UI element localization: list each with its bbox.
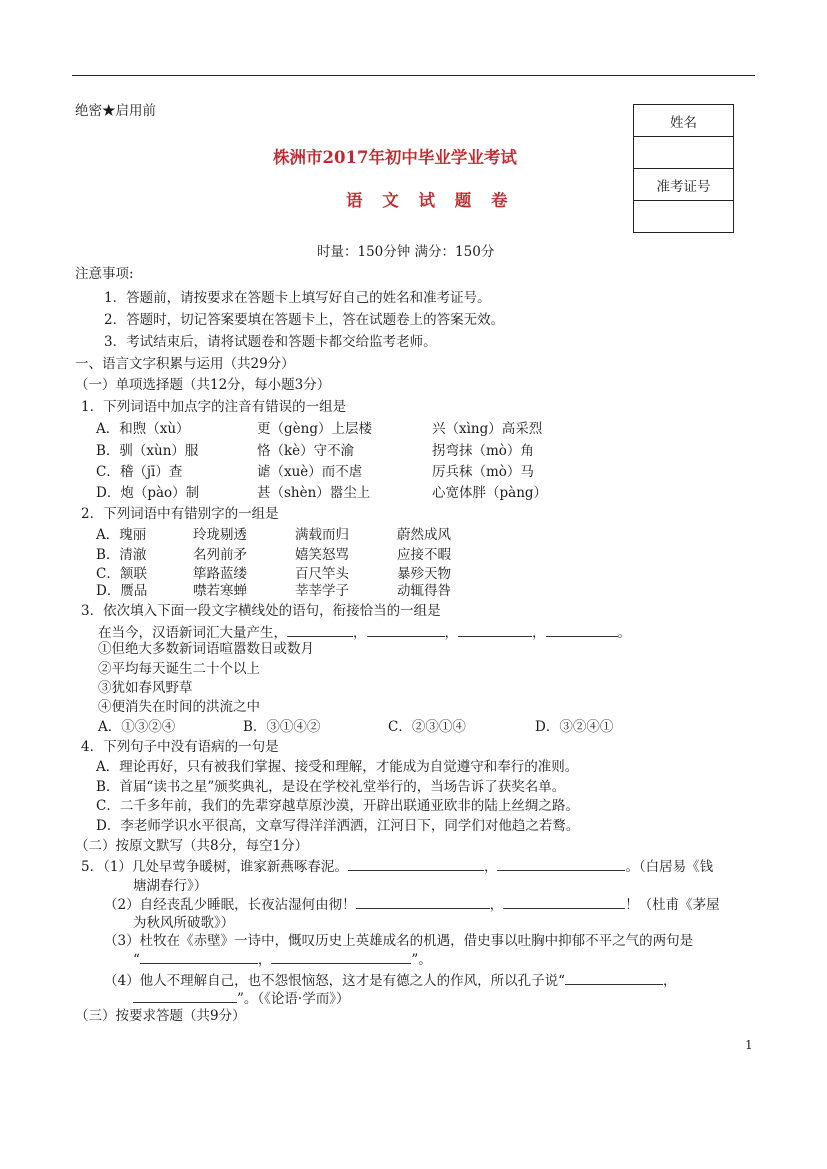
q2-option: 玲珑剔透: [193, 527, 247, 543]
question-stem: 3．依次填入下面一段文字横线处的语句，衔接恰当的一组是: [81, 603, 441, 619]
part-heading: （二）按原文默写（共8分，每空1分）: [75, 838, 309, 854]
punct: ，: [257, 952, 272, 968]
answer-blank[interactable]: [271, 949, 411, 964]
q2-option: 百尺竿头: [295, 566, 349, 582]
q3-sentence: ④便消失在时间的洪流之中: [98, 699, 260, 715]
question-stem: 4．下列句子中没有语病的一句是: [81, 739, 279, 755]
q5-line3: （3）杜牧在《赤壁》一诗中，慨叹历史上英雄成名的机遇，借史事以吐胸中抑郁不平之气的两句是: [104, 933, 694, 949]
q5-text: ”。（《论语·学而》）: [237, 991, 350, 1007]
q5-line1: [81, 856, 713, 877]
page-title: 株洲市2017年初中毕业学业考试: [273, 148, 517, 167]
answer-blank[interactable]: [356, 894, 490, 909]
punct: 。: [617, 625, 631, 641]
q3-sentence: ①但绝大多数新词语喧嚣数日或数月: [98, 641, 314, 657]
punct: ，: [532, 625, 546, 641]
answer-blank[interactable]: [367, 622, 445, 637]
q4-option: A．理论再好，只有被我们掌握、接受和理解，才能成为自觉遵守和奉行的准则。: [96, 759, 579, 775]
part-heading: （三）按要求答题（共9分）: [75, 1008, 246, 1024]
q1-option: 甚（shèn）嚣尘上: [257, 485, 371, 501]
punct: ，: [663, 973, 677, 989]
notice-item: 1．答题前，请按要求在答题卡上填写好自己的姓名和准考证号。: [104, 290, 491, 306]
answer-blank[interactable]: [348, 856, 484, 871]
secret-label: 绝密★启用前: [75, 103, 156, 119]
section-heading: 一、语言文字积累与运用（共29分）: [75, 356, 295, 372]
q1-option: 厉兵秣（mò）马: [432, 464, 534, 480]
answer-blank[interactable]: [497, 856, 625, 871]
notice-heading: 注意事项:: [75, 266, 134, 282]
q2-option: B．清澈: [96, 547, 147, 563]
answer-blank[interactable]: [565, 970, 663, 985]
q2-option: 动辄得咎: [397, 583, 451, 599]
q3-answer: A．①③②④: [98, 719, 176, 735]
q1-option: 谑（xuè）而不虐: [257, 464, 363, 480]
exam-id-label: 准考证号: [634, 169, 734, 201]
q1-option: C．稽（jī）查: [96, 464, 183, 480]
q3-passage-start: 在当今，汉语新词汇大量产生，: [98, 625, 287, 641]
q5-text: 5．（1）几处早莺争暖树，谁家新燕啄春泥。: [81, 859, 348, 875]
q2-option: 莘莘学子: [295, 583, 349, 599]
punct: ，: [444, 625, 458, 641]
answer-blank[interactable]: [133, 988, 237, 1003]
exam-id-field[interactable]: [634, 201, 734, 233]
q1-option: A．和煦（xù）: [96, 421, 190, 437]
q5-line1-cont: 塘湖春行》）: [133, 878, 208, 894]
question-stem: 1．下列词语中加点字的注音有错误的一组是: [81, 399, 347, 415]
answer-blank[interactable]: [140, 949, 258, 964]
top-rule: [72, 75, 755, 76]
answer-blank[interactable]: [546, 622, 618, 637]
info-box: [633, 104, 734, 233]
name-label: 姓名: [634, 105, 734, 137]
question-stem: 2．下列词语中有错别字的一组是: [81, 506, 279, 522]
punct: ，: [483, 859, 498, 875]
q2-option: A．瑰丽: [96, 527, 147, 543]
notice-item: 3．考试结束后，请将试题卷和答题卡都交给监考老师。: [104, 334, 437, 350]
q2-option: 嬉笑怒骂: [295, 547, 349, 563]
q5-line2: [104, 894, 720, 915]
q5-line3-cont: [133, 949, 432, 970]
q5-text: （4）他人不理解自己，也不怨恨恼怒，这才是有德之人的作风，所以孔子说“: [104, 973, 565, 989]
q3-answer: D．③②④①: [535, 719, 614, 735]
q2-option: 名列前矛: [193, 547, 247, 563]
q2-option: 蔚然成风: [397, 527, 451, 543]
q1-option: 兴（xìng）高采烈: [432, 421, 543, 437]
q1-option: 心宽体胖（pàng）: [432, 485, 548, 501]
q3-answer: B．③①④②: [243, 719, 321, 735]
q2-option: 筚路蓝缕: [193, 566, 247, 582]
notice-item: 2．答题时，切记答案要填在答题卡上，答在试题卷上的答案无效。: [104, 312, 505, 328]
q1-option: B．驯（xùn）服: [96, 443, 199, 459]
time-info: 时量：150分钟 满分：150分: [317, 244, 495, 260]
q1-option: 更（gèng）上层楼: [257, 421, 372, 437]
q5-line2-cont: 为秋风所破歌》）: [133, 915, 235, 931]
q3-sentence: ②平均每天诞生二十个以上: [98, 661, 260, 677]
name-field[interactable]: [634, 137, 734, 169]
q4-option: C．二千多年前，我们的先辈穿越草原沙漠，开辟出联通亚欧非的陆上丝绸之路。: [96, 798, 579, 814]
q2-option: C．颔联: [96, 566, 147, 582]
q3-answer: C．②③①④: [388, 719, 466, 735]
q4-option: D．李老师学识水平很高，文章写得洋洋洒洒，江河日下，同学们对他趋之若鹜。: [96, 818, 580, 834]
answer-blank[interactable]: [458, 622, 532, 637]
q1-option: 恪（kè）守不渝: [257, 443, 355, 459]
answer-blank[interactable]: [503, 894, 625, 909]
q5-text: ！（杜甫《茅屋: [625, 897, 720, 913]
q1-option: 拐弯抹（mò）角: [432, 443, 534, 459]
page-number: 1: [745, 1038, 753, 1052]
q5-text: （2）自经丧乱少睡眠，长夜沾湿何由彻！: [104, 897, 356, 913]
q2-option: 暴殄天物: [397, 566, 451, 582]
q2-option: 应接不暇: [397, 547, 451, 563]
punct: “: [133, 952, 140, 968]
q2-option: D．赝品: [96, 583, 148, 599]
part-heading: （一）单项选择题（共12分，每小题3分）: [75, 377, 331, 393]
q5-text: 。（白居易《钱: [625, 859, 714, 875]
punct: ，: [353, 625, 367, 641]
punct: ”。: [411, 952, 432, 968]
q2-option: 满载而归: [295, 527, 349, 543]
page-subtitle: 语 文 试 题 卷: [346, 191, 515, 210]
q4-option: B．首届“读书之星”颁奖典礼，是设在学校礼堂举行的，当场告诉了获奖名单。: [96, 779, 566, 795]
q2-option: 噤若寒蝉: [193, 583, 247, 599]
q3-sentence: ③犹如春风野草: [98, 680, 193, 696]
punct: ，: [489, 897, 504, 913]
answer-blank[interactable]: [287, 622, 353, 637]
q1-option: D．炮（pào）制: [96, 485, 200, 501]
